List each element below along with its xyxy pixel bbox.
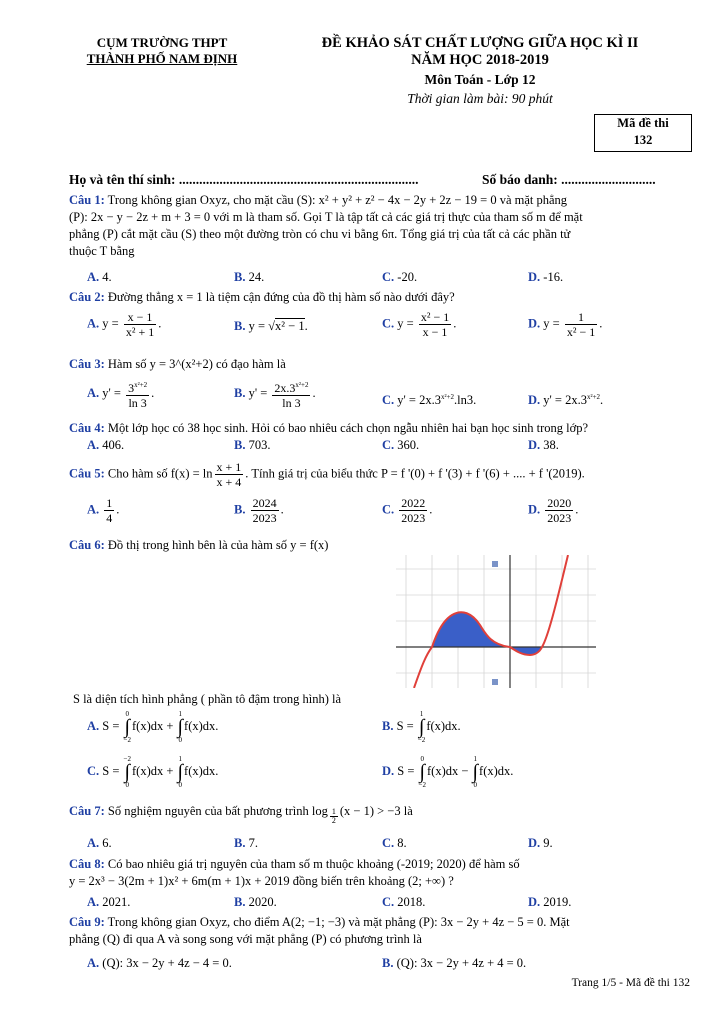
question-1-line-3: phẳng (P) cắt mặt cầu (S) theo một đường tròn có chu vi bằng 6π. Tổng giá trị của tất cả các phần tử (69, 227, 571, 241)
q6-option-d[interactable]: D. S = 0 ∫ −2 f(x)dx − 1 ∫ 0 f(x)dx. (382, 755, 514, 789)
question-2-label: Câu 2: (69, 290, 105, 304)
q4-option-b[interactable]: B. 703. (234, 438, 271, 452)
q8-option-d[interactable]: D. 2019. (528, 895, 572, 909)
question-4-label: Câu 4: (69, 421, 105, 435)
question-7-tail: là (400, 804, 413, 818)
question-5-label: Câu 5: (69, 466, 105, 481)
function-graph (396, 555, 596, 688)
q7-option-d[interactable]: D. 9. (528, 836, 553, 850)
question-9-line-1: Trong không gian Oxyz, cho điểm A(2; −1; −3) và mặt phẳng (P): 3x − 2y + 4z − 5 = 0. Mặt (104, 915, 570, 929)
question-7-inequality: (x − 1) > −3 (339, 804, 401, 818)
question-2-text: Đường thẳng x = 1 là tiệm cận đứng của đồ thị hàm số nào dưới đây? (104, 290, 455, 304)
question-1-line-2: (P): 2x − y − 2z + m + 3 = 0 với m là tham số. Gọi T là tập tất cả các giá trị thực của tham số m để mặt (69, 210, 583, 224)
question-3 (69, 356, 689, 373)
q1-option-b[interactable]: B. 24. (234, 270, 265, 284)
q3-option-a[interactable]: A. y' = $\frac{3^{x^2+2}}{\ln 3}$ . (87, 378, 154, 410)
q2-option-b[interactable]: B. y = √x² − 1. (234, 319, 308, 333)
question-6 (69, 537, 689, 554)
question-7: Câu 7: Số nghiệm nguyên của bất phương trình log $_{\frac{1}{2}}$ (x − 1) > −3 là (69, 804, 413, 825)
student-id-line: Số báo danh: ............................ (482, 172, 656, 187)
q1-option-d[interactable]: D. -16. (528, 270, 564, 284)
q3-option-c[interactable]: C. $y' = 2x.3^{x^2+2}.\ln 3$. (382, 393, 477, 408)
question-1 (69, 192, 689, 260)
question-4-text: Một lớp học có 38 học sinh. Hỏi có bao nhiêu cách chọn ngẫu nhiên hai bạn học sinh trong lớp? (104, 421, 589, 435)
question-1-label: Câu 1: (69, 193, 105, 207)
q2-option-c[interactable]: C. y = $\frac{\text{x² − 1}}{x - 1}$ . (382, 310, 457, 339)
q4-option-d[interactable]: D. 38. (528, 438, 559, 452)
exam-title-line-1: ĐỀ KHẢO SÁT CHẤT LƯỢNG GIỮA HỌC KÌ II (321, 35, 639, 51)
question-5-text-b: . Tính giá trị của biểu thức P = f '(0) + f '(3) + f '(6) + .... + f '(2019). (245, 466, 585, 481)
school-name (72, 35, 252, 67)
q7-option-a[interactable]: A. 6. (87, 836, 112, 850)
q2-option-d[interactable]: D. y = $\frac{1}{\text{x² − 1}}$ . (528, 310, 603, 339)
q8-option-c[interactable]: C. 2018. (382, 895, 426, 909)
student-name-line: Họ và tên thí sinh: ....................................................................... (69, 172, 419, 187)
q6-option-a[interactable]: A. S = 0 ∫ −2 f(x)dx + 1 ∫ 0 f(x)dx. (87, 710, 219, 744)
question-5: Câu 5: Cho hàm số f(x) = ln $\frac{x + 1}{x + 4}$ . Tính giá trị của biểu thức P = f '(0) + f '(3) + f '(6) + .... + f '(2019). (69, 460, 585, 489)
question-7-log: log (311, 804, 328, 818)
graph-handle-top (492, 561, 498, 567)
subject: Môn Toán - Lớp 12 (424, 72, 536, 87)
exam-code-value: 132 (633, 133, 653, 147)
q5-option-d[interactable]: D. $\frac{2020}{2023}$ . (528, 496, 579, 525)
school-line-1: CỤM TRƯỜNG THPT (96, 35, 228, 50)
question-7-text: Số nghiệm nguyên của bất phương trình (104, 804, 309, 818)
q7-option-c[interactable]: C. 8. (382, 836, 407, 850)
q5-option-a[interactable]: A. $\frac{1}{4}$ . (87, 496, 120, 525)
exam-code-label: Mã đề thi (617, 116, 669, 130)
q6-option-c[interactable]: C. S = −2 ∫ 0 f(x)dx + 1 ∫ 0 f(x)dx. (87, 755, 219, 789)
exam-title-line-2: NĂM HỌC 2018-2019 (411, 52, 549, 68)
q5-option-b[interactable]: B. $\frac{2024}{2023}$ . (234, 496, 284, 525)
graph-handle-bottom (492, 679, 498, 685)
q6-option-b[interactable]: B. S = 1 ∫ −2 f(x)dx. (382, 710, 461, 744)
question-2 (69, 289, 689, 306)
question-9-label: Câu 9: (69, 915, 105, 929)
q4-option-a[interactable]: A. 406. (87, 438, 125, 452)
question-9 (69, 914, 689, 948)
exam-code-box (594, 114, 692, 152)
question-6-text: Đồ thị trong hình bên là của hàm số y = f(x) (104, 538, 329, 552)
question-6-label: Câu 6: (69, 538, 105, 552)
q8-option-b[interactable]: B. 2020. (234, 895, 277, 909)
question-8-line-2: y = 2x³ − 3(2m + 1)x² + 6m(m + 1)x + 2019 đồng biến trên khoảng (2; +∞) ? (69, 874, 454, 888)
school-line-2: THÀNH PHỐ NAM ĐỊNH (86, 51, 238, 66)
q9-option-b[interactable]: B. (Q): 3x − 2y + 4z + 4 = 0. (382, 956, 527, 970)
question-9-line-2: phẳng (Q) đi qua A và song song với mặt phẳng (P) có phương trình là (69, 932, 422, 946)
question-1-line-1: Trong không gian Oxyz, cho mặt cầu (S): x² + y² + z² − 4x − 2y + 2z − 19 = 0 và mặt phẳng (104, 193, 568, 207)
q5-option-c[interactable]: C. $\frac{2022}{2023}$ . (382, 496, 433, 525)
q1-option-a[interactable]: A. 4. (87, 270, 112, 284)
question-7-label: Câu 7: (69, 804, 105, 818)
q7-option-b[interactable]: B. 7. (234, 836, 258, 850)
question-4 (69, 420, 689, 437)
exam-title (270, 35, 690, 69)
q4-option-c[interactable]: C. 360. (382, 438, 420, 452)
q1-option-c[interactable]: C. -20. (382, 270, 418, 284)
question-3-label: Câu 3: (69, 357, 105, 371)
q8-option-a[interactable]: A. 2021. (87, 895, 131, 909)
question-8-label: Câu 8: (69, 857, 105, 871)
question-8 (69, 856, 689, 890)
question-8-line-1: Có bao nhiêu giá trị nguyên của tham số m thuộc khoảng (-2019; 2020) để hàm số (104, 857, 520, 871)
question-1-line-4: thuộc T bằng (69, 244, 135, 258)
q2-option-a[interactable]: A. y = $\frac{x - 1}{\text{x² + 1}}$ . (87, 310, 162, 339)
q3-option-b[interactable]: B. y' = $\frac{2x.3^{x^2+2}}{\ln 3}$ . (234, 378, 316, 410)
question-5-text-a: Cho hàm số f(x) = ln (104, 466, 213, 481)
page-footer: Trang 1/5 - Mã đề thi 132 (571, 977, 690, 989)
question-3-text: Hàm số y = 3^(x²+2) có đạo hàm là (104, 357, 286, 371)
question-6-caption: S là diện tích hình phẳng ( phần tô đậm trong hình) là (73, 692, 342, 706)
q3-option-d[interactable]: D. $y' = 2x.3^{x^2+2}$. (528, 393, 604, 408)
duration: Thời gian làm bài: 90 phút (407, 91, 553, 106)
q9-option-a[interactable]: A. (Q): 3x − 2y + 4z − 4 = 0. (87, 956, 232, 970)
